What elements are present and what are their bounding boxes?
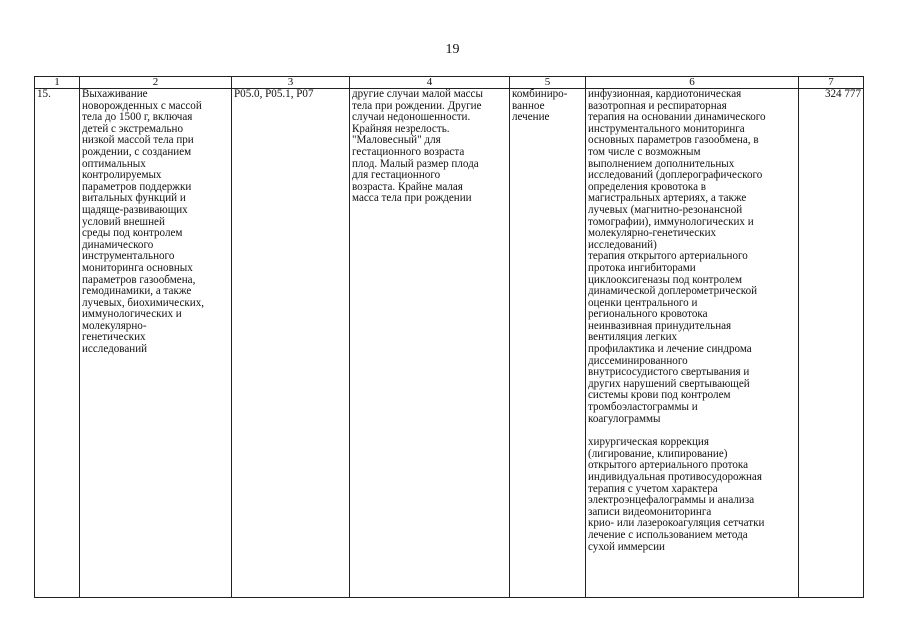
treatment-type-line: ванное: [512, 99, 545, 112]
treatment-type-line: комбиниро-: [512, 88, 568, 100]
service-name-line: Выхаживание: [82, 88, 148, 100]
treatment-method-line: исследований (доплерографического: [588, 169, 763, 182]
treatment-method-line: других нарушений свертывающей: [588, 377, 750, 390]
column-number: 3: [287, 76, 294, 88]
column-number-cell: [232, 77, 350, 89]
service-name-line: генетических: [82, 331, 146, 344]
patient-model-line: другие случаи малой массы: [352, 88, 483, 100]
column-number: 6: [689, 76, 695, 88]
treatment-method-line: тромбоэластограммы и: [588, 401, 698, 414]
cost-value: 324 777: [824, 88, 861, 100]
treatment-method-line: динамической доплерометрической: [588, 285, 758, 298]
patient-model-line: гестационного возраста: [352, 145, 465, 158]
service-name-line: мониторинга основных: [82, 261, 193, 274]
row-number: 15.: [37, 88, 51, 100]
treatment-type-lines: [512, 89, 583, 124]
treatment-method-line: терапия на основании динамического: [588, 111, 766, 124]
treatment-method-line: диссеминированного: [588, 354, 688, 367]
service-name-line: детей с экстремально: [82, 122, 184, 135]
service-name-line: оптимальных: [82, 157, 146, 170]
patient-model-line: для гестационного: [352, 169, 441, 182]
service-name-line: гемодинамики, а также: [82, 285, 192, 298]
treatment-methods-lines: [588, 89, 796, 553]
treatment-method-line: томографии), иммунологических и: [588, 215, 754, 228]
patient-model-cell: [350, 89, 510, 598]
treatment-type-cell: [510, 89, 586, 598]
treatment-method-line: электроэнцефалограммы и анализа: [588, 494, 755, 507]
patient-model-line: масса тела при рождении: [352, 192, 472, 205]
treatment-method-line: циклооксигеназы под контролем: [588, 273, 742, 286]
treatment-method-line: вазотропная и респираторная: [588, 99, 727, 112]
treatment-method-line: инструментального мониторинга: [588, 122, 745, 135]
page-number: 19: [445, 42, 460, 57]
services-table: [34, 76, 864, 598]
treatment-method-line: терапия с учетом характера: [588, 482, 718, 495]
treatment-method-line: выполнением дополнительных: [588, 157, 735, 170]
service-name-cell: [80, 89, 232, 598]
diagnosis-codes: P05.0, P05.1, P07: [234, 88, 314, 100]
patient-model-line: плод. Малый размер плода: [352, 157, 479, 170]
treatment-method-line: основных параметров газообмена, в: [588, 134, 759, 147]
service-name-line: среды под контролем: [82, 227, 183, 240]
treatment-type-line: лечение: [512, 111, 550, 124]
service-name-line: рождении, с созданием: [82, 145, 192, 158]
treatment-method-line: вентиляция легких: [588, 331, 678, 344]
patient-model-line: случаи недоношенности.: [352, 111, 471, 124]
treatment-method-line: регионального кровотока: [588, 308, 708, 321]
service-name-line: молекулярно-: [82, 319, 147, 332]
treatment-method-line: определения кровотока в: [588, 180, 707, 193]
patient-model-line: тела при рождении. Другие: [352, 99, 482, 112]
treatment-method-line: исследований): [588, 238, 657, 251]
treatment-method-line: записи видеомониторинга: [588, 505, 712, 518]
column-number-row: [35, 77, 864, 89]
treatment-method-line: магистральных артериях, а также: [588, 192, 747, 205]
service-name-line: лучевых, биохимических,: [82, 296, 205, 309]
column-number-cell: [799, 77, 864, 89]
treatment-method-line: оценки центрального и: [588, 296, 698, 309]
column-number: 4: [426, 76, 433, 88]
service-name-line: тела до 1500 г, включая: [82, 111, 193, 124]
service-name-line: исследований: [82, 343, 148, 356]
diagnosis-codes-cell: [232, 89, 350, 598]
treatment-method-line: системы крови под контролем: [588, 389, 731, 402]
service-name-line: витальных функций и: [82, 192, 186, 205]
table-row: [35, 89, 864, 598]
service-name-line: динамического: [82, 238, 154, 251]
treatment-method-line: том числе с возможным: [588, 145, 701, 158]
patient-model-lines: [352, 89, 507, 205]
column-number-cell: [35, 77, 80, 89]
treatment-method-line: (лигирование, клипирование): [588, 447, 728, 460]
treatment-method-line: инфузионная, кардиотоническая: [588, 88, 742, 100]
treatment-method-line: профилактика и лечение синдрома: [588, 343, 752, 356]
treatment-method-line: неинвазивная принудительная: [588, 319, 732, 332]
column-number: 1: [54, 76, 60, 88]
treatment-method-line: лучевых (магнитно-резонансной: [588, 203, 743, 216]
treatment-method-line: сухой иммерсии: [588, 540, 665, 553]
column-number: 5: [544, 76, 551, 88]
patient-model-line: возраста. Крайне малая: [352, 180, 463, 193]
service-name-line: инструментального: [82, 250, 175, 263]
service-name-line: параметров поддержки: [82, 180, 192, 193]
column-number: 2: [152, 76, 159, 88]
service-name-line: новорожденных с массой: [82, 99, 202, 112]
service-name-line: параметров газообмена,: [82, 273, 196, 286]
column-number-cell: [80, 77, 232, 89]
service-name-lines: [82, 89, 229, 356]
column-number-cell: [510, 77, 586, 89]
column-number-cell: [586, 77, 799, 89]
treatment-method-line: крио- или лазерокоагуляция сетчатки: [588, 517, 765, 530]
cost-cell: [799, 89, 864, 598]
patient-model-line: Крайняя незрелость.: [352, 122, 450, 135]
service-name-line: иммунологических и: [82, 308, 182, 321]
treatment-method-line: коагулограммы: [588, 412, 661, 425]
column-number-cell: [350, 77, 510, 89]
treatment-method-line: молекулярно-генетических: [588, 227, 717, 240]
service-name-line: низкой массой тела при: [82, 134, 194, 147]
treatment-methods-cell: [586, 89, 799, 598]
service-name-line: условий внешней: [82, 215, 165, 228]
column-number: 7: [828, 76, 834, 88]
patient-model-line: "Маловесный" для: [352, 134, 441, 147]
service-name-line: контролируемых: [82, 169, 162, 182]
treatment-method-line: открытого артериального протока: [588, 459, 749, 472]
treatment-method-line: терапия открытого артериального: [588, 250, 748, 263]
treatment-method-line: внутрисосудистого свертывания и: [588, 366, 750, 379]
treatment-method-line: протока ингибиторами: [588, 261, 696, 274]
treatment-method-line: лечение с использованием метода: [588, 528, 748, 541]
service-name-line: щадяще-развивающих: [82, 203, 188, 216]
row-number-cell: [35, 89, 80, 598]
treatment-method-line: хирургическая коррекция: [588, 436, 709, 449]
treatment-method-line: индивидуальная противосудорожная: [588, 471, 762, 483]
